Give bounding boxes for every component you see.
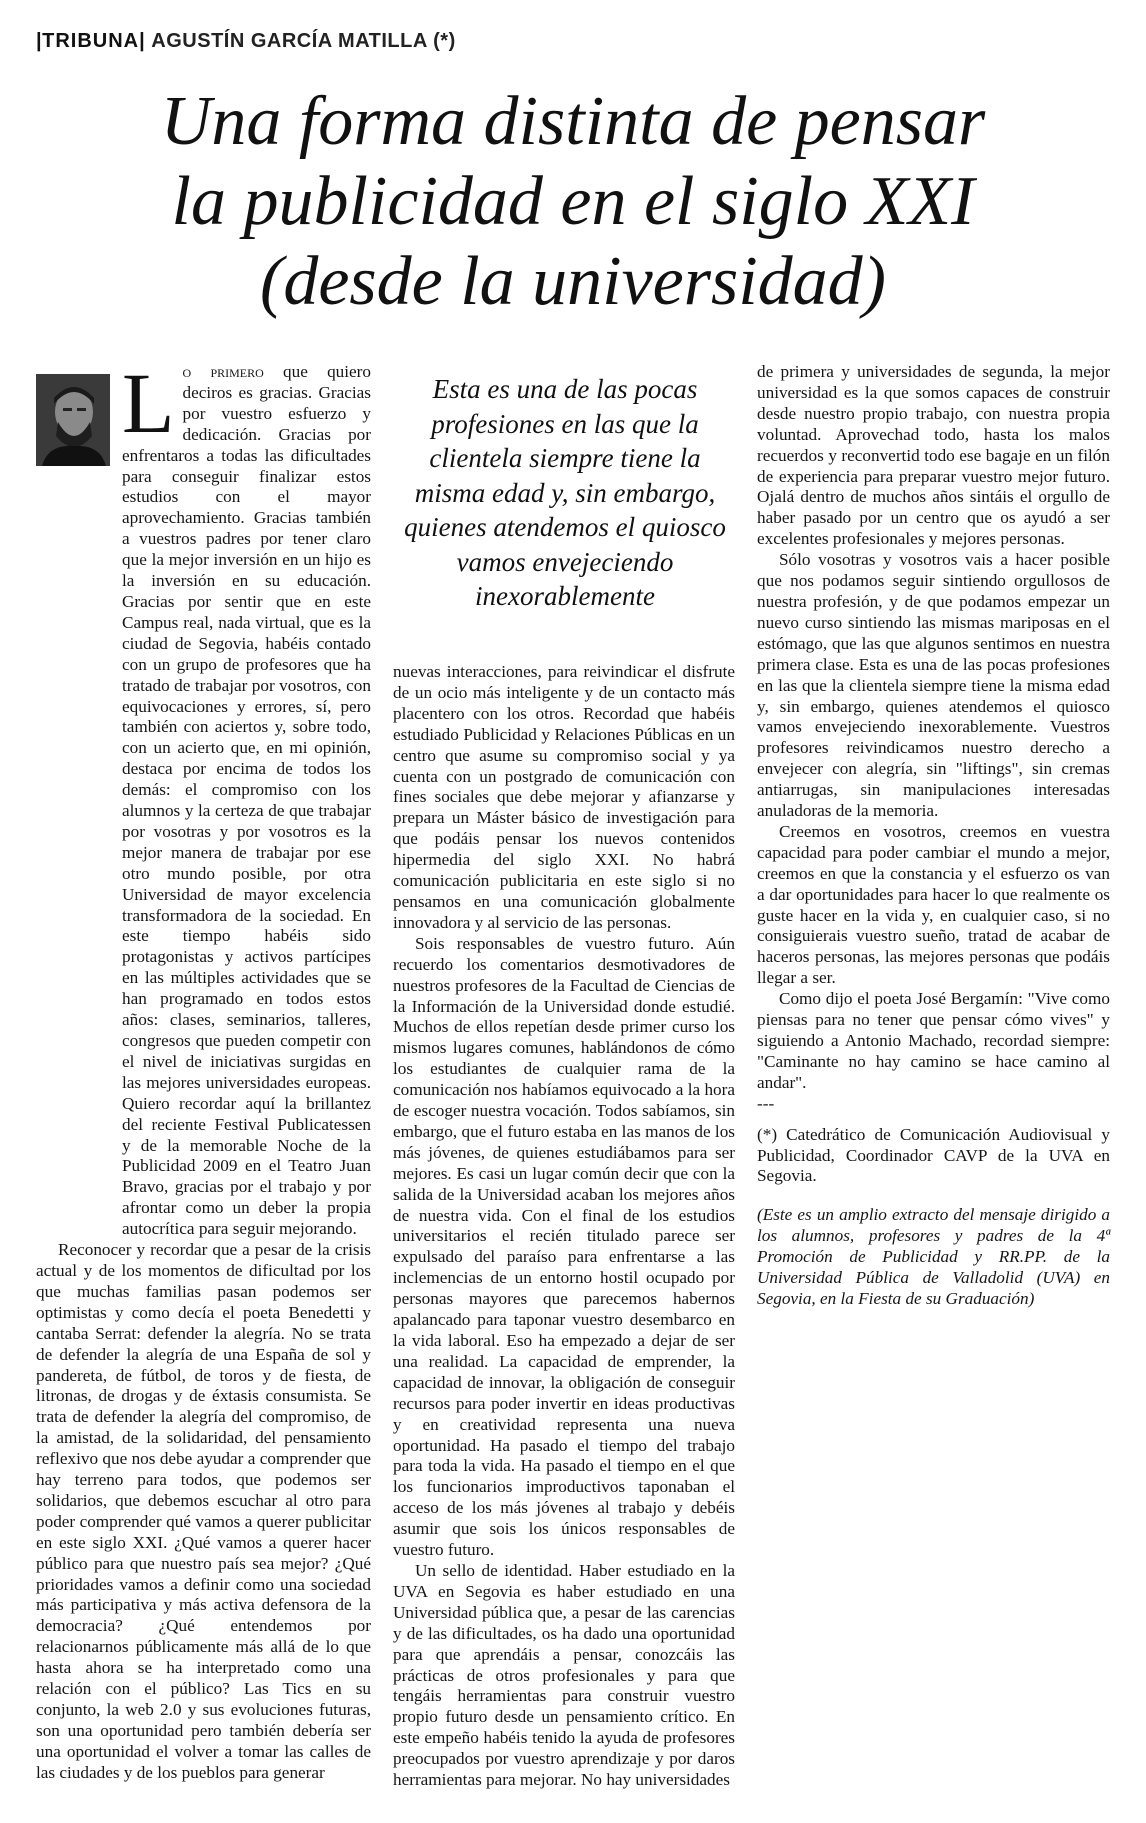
article-column-3	[757, 362, 1110, 1310]
lead-paragraph	[122, 355, 371, 1240]
pull-quote-line-7: inexorablemente	[475, 581, 655, 611]
paragraph-2: Reconocer y recordar que a pesar de la crisis actual y de los momentos de dificultad por los que muchas familias pasan podemos ser optimistas y como decía el poeta Benedetti y cantaba Serrat: defender la alegría. No se trata de defender la alegría de una España de sol y pandereta, de fútbol, de toros y de fiesta, de litronas, de drogas y de éxtasis consumista. Se trata de defender la alegría del compromiso, de la amistad, de la solidaridad, del pensamiento reflexivo que nos debe ayudar a comprender que hay terreno para todos, que podemos ser solidarios, que debemos escuchar al otro para poder comprender qué vamos a querer publicitar en este siglo XXI. ¿Qué vamos a querer hacer público para que nuestro país sea mejor? ¿Qué prioridades vamos a definir como una sociedad más participativa y más activa defensora de la democracia? ¿Qué entendemos por relacionarnos públicamente más allá de lo que hasta ahora se ha interpretado como una relación con el público? Las Tics en su conjunto, la web 2.0 y sus evoluciones futuras, son una oportunidad pero también debería ser una oportunidad el volver a tomar las calles de las ciudades y de los pueblos para generar	[36, 1240, 371, 1782]
paragraph-3: Sois responsables de vuestro futuro. Aún recuerdo los comentarios desmotivadores de nuestros profesores de la Facultad de Ciencias de la Información de la Universidad donde estudié. Muchos de ellos repetían desde primer curso los mismos lugares comunes, hablándonos de cómo los estudiantes de cualquier rama de la comunicación nos habíamos equivocado a la hora de escoger nuestra vocación. Todos sabíamos, sin embargo, que el futuro estaba en las manos de los más jóvenes, de quienes estudiábamos para ser mejores. Es casi un lugar común decir que con la salida de la Universidad acaban los mejores años de nuestra vida. Con el final de los estudios universitarios el recién titulado parece ser expulsado del paraíso para enfrentarse a las inclemencias de un entorno hostil ocupado por personas mayores que parecemos habernos apalancado para taponar vuestro desembarco en la vida laboral. Eso ha empezado a dejar de ser una realidad. La capacidad de emprender, la capacidad de innovar, la obligación de conseguir recursos para poder invertir en ideas productivas y en creatividad representa una nueva oportunidad. Ha pasado el tiempo del trabajo para toda la vida. Ha pasado el tiempo en el que los funcionarios improductivos taponaban el acceso de los más jóvenes al trabajo y debéis asumir que sois los únicos responsables de vuestro futuro.	[393, 933, 735, 1560]
pull-quote-line-4: misma edad y, sin embargo,	[414, 477, 716, 508]
paragraph-4: Un sello de identidad. Haber estudiado en la UVA en Segovia es haber estudiado en una Universidad pública que, a pesar de las carencias y de las dificultades, os ha dado una oportunidad para que aprendáis a pensar, conozcáis las prácticas de otros profesionales y para que tengáis herramientas para construir vuestro propio futuro desde un pensamiento crítico. En este empeño habéis tenido la ayuda de profesores preocupados por vuestro aprendizaje y por daros herramientas para mejorar. No hay universidades	[393, 1560, 735, 1790]
header-separator-left: |	[36, 30, 43, 52]
author-byline: AGUSTÍN GARCÍA MATILLA (*)	[151, 30, 456, 52]
pull-quote-line-6: vamos envejeciendo	[456, 546, 674, 577]
pull-quote-line-5: quienes atendemos el quiosco	[404, 512, 726, 542]
article-column-2	[393, 662, 735, 1791]
author-footnote: (*) Catedrático de Comunicación Audiovisual y Publicidad, Coordinador CAVP de la UVA en Segovia.	[757, 1124, 1110, 1186]
pull-quote-line-2: profesiones en las que la	[431, 408, 699, 439]
pull-quote-line-1: Esta es una de las pocas	[432, 374, 698, 404]
headline-line-2: la publicidad en el siglo XXI	[171, 163, 975, 240]
lead-smallcaps: o primero	[182, 362, 264, 381]
section-name: TRIBUNA	[42, 30, 140, 52]
headline	[40, 82, 1106, 322]
pull-quote-line-3: clientela siempre tiene la	[429, 443, 701, 473]
drop-cap: L	[122, 355, 175, 451]
pull-quote	[395, 372, 735, 614]
headline-line-1: Una forma distinta de pensar	[160, 83, 986, 160]
section-header	[36, 30, 456, 56]
paragraph-7: Como dijo el poeta José Bergamín: "Vive como piensas para no tener que pensar cómo vives" y siguiendo a Antonio Machado, recordad siempre: "Caminante no hay camino se hace camino al andar".	[757, 989, 1110, 1092]
paragraph-5: Sólo vosotras y vosotros vais a hacer posible que nos podamos seguir sintiendo orgullosos de nuestra profesión, y de que podamos empezar un nuevo curso sintiendo las mismas mariposas en el estómago, que las que algunos sentimos en nuestra primera clase. Esta es una de las pocas profesiones en las que la clientela siempre tiene la misma edad y, sin embargo, quienes atendemos el quiosco vamos envejeciendo inexorablemente. Vuestros profesores reivindicamos nuestro derecho a envejecer con alegría, sin "liftings", sin cremas antiarrugas, sin manipulaciones interesadas anuladoras de la memoria.	[757, 550, 1110, 821]
article-column-1	[36, 355, 371, 1784]
paragraph-4-continued: de primera y universidades de segunda, la mejor universidad es la que somos capaces de construir desde nuestro propio trabajo, con nuestra propia voluntad. Aprovechad todo, hasta los malos recuerdos y reconvertid todo ese bagaje en un filón de experiencia para preparar vuestro mejor futuro. Ojalá dentro de muchos años sintáis el orgullo de haber pasado por un centro que os ayudó a ser excelentes profesionales y mejores personas.	[757, 362, 1110, 549]
footnote-separator: ---	[757, 1093, 775, 1113]
paragraph-6: Creemos en vosotros, creemos en vuestra capacidad para poder cambiar el mundo a mejor, creemos en que la constancia y el esfuerzo os van a dar oportunidades para hacer lo que realmente os guste hacer en la vida y, en cualquier caso, si no consiguierais vuestro sueño, tratad de acabar de haceros personas, las mejores personas que podáis llegar a ser.	[757, 821, 1110, 988]
lead-paragraph-text: que quiero deciros es gracias. Gracias por vuestro esfuerzo y dedicación. Gracias por enfrentaros a todas las dificultades para conseguir finalizar estos estudios con el mayor aprovechamiento. Gracias también a vuestros padres por tener claro que la mejor inversión en un hijo es la inversión en su educación. Gracias por sentir que en este Campus real, nada virtual, que es la ciudad de Segovia, habéis contado con un grupo de profesores que ha tratado de trabajar por vosotros, con equivocaciones y errores, sí, pero también con aciertos y, sobre todo, con un acierto que, en mi opinión, destaca por encima de todos los demás: el compromiso con los alumnos y la certeza de que trabajar por vosotras y por vosotros es la mejor manera de trabajar por ese otro mundo posible, por otra Universidad de mayor excelencia transformadora de la sociedad. En este tiempo habéis sido protagonistas y activos partícipes en las múltiples actividades que se han programado en todos estos años: clases, seminarios, talleres, congresos que pueden competir con el nivel de iniciativas surgidas en las mejores universidades europeas. Quiero recordar aquí la brillantez del reciente Festival Publicatessen y de la memorable Noche de la Publicidad 2009 en el Teatro Juan Bravo, gracias por el trabajo y por afrontar como un deber la propia autocrítica para seguir mejorando.	[122, 362, 371, 1239]
headline-line-3: (desde la universidad)	[260, 243, 886, 320]
editorial-endnote: (Este es un amplio extracto del mensaje dirigido a los alumnos, profesores y padres de la 4ª Promoción de Publicidad y RR.PP. de la Universidad Pública de Valladolid (UVA) en Segovia, en la Fiesta de su Graduación)	[757, 1205, 1110, 1308]
header-separator-right: |	[139, 30, 146, 52]
paragraph-2-continued: nuevas interacciones, para reivindicar el disfrute de un ocio más inteligente y de un contacto más placentero con los otros. Recordad que habéis estudiado Publicidad y Relaciones Públicas en un centro que asume su compromiso social y ya cuenta con un postgrado de comunicación con fines sociales que debe mejorar y afianzarse y prepara un Máster básico de investigación para que podáis pensar los nuevos contenidos hipermedia del siglo XXI. No habrá comunicación publicitaria en este siglo si no pensamos en una comunicación globalmente innovadora y al servicio de las personas.	[393, 662, 735, 932]
